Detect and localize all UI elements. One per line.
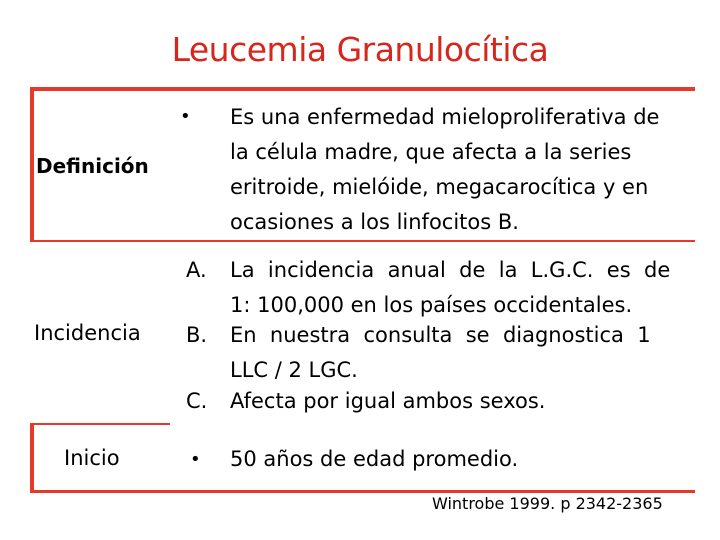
start-text: 50 años de edad promedio. xyxy=(230,447,519,471)
definition-line: Es una enfermedad mieloproliferativa de xyxy=(230,105,660,129)
source-citation: Wintrobe 1999. p 2342-2365 xyxy=(432,494,663,513)
incidence-marker-c: C. xyxy=(186,389,208,413)
definition-bullet: • xyxy=(180,106,191,127)
row-divider xyxy=(30,240,695,242)
incidence-label: Incidencia xyxy=(34,321,141,345)
incidence-item-b xyxy=(230,318,651,388)
incidence-line: 1: 100,000 en los países occidentales. xyxy=(230,293,633,317)
start-left-rule xyxy=(30,423,34,493)
start-label: Inicio xyxy=(64,446,120,470)
definition-left-rule xyxy=(30,91,34,240)
definition-line: eritroide, mielóide, megacarocítica y en xyxy=(230,175,649,199)
slide-title: Leucemia Granulocítica xyxy=(171,30,549,69)
top-divider xyxy=(30,87,695,91)
start-bullet: • xyxy=(190,449,201,470)
row-divider xyxy=(30,423,170,425)
incidence-line: La incidencia anual de la L.G.C. es de xyxy=(230,258,671,282)
incidence-marker-b: B. xyxy=(186,323,208,347)
incidence-line: LLC / 2 LGC. xyxy=(230,358,358,382)
definition-text xyxy=(230,100,659,240)
incidence-line: Afecta por igual ambos sexos. xyxy=(230,389,546,413)
bottom-divider xyxy=(30,490,695,493)
incidence-marker-a: A. xyxy=(186,258,207,282)
incidence-line: En nuestra consulta se diagnostica 1 xyxy=(230,323,651,347)
incidence-item-a xyxy=(230,253,670,323)
definition-line: la célula madre, que afecta a la series xyxy=(230,140,632,164)
incidence-item-c xyxy=(230,384,545,419)
definition-label: Definición xyxy=(36,154,149,178)
definition-line: ocasiones a los linfocitos B. xyxy=(230,210,519,234)
